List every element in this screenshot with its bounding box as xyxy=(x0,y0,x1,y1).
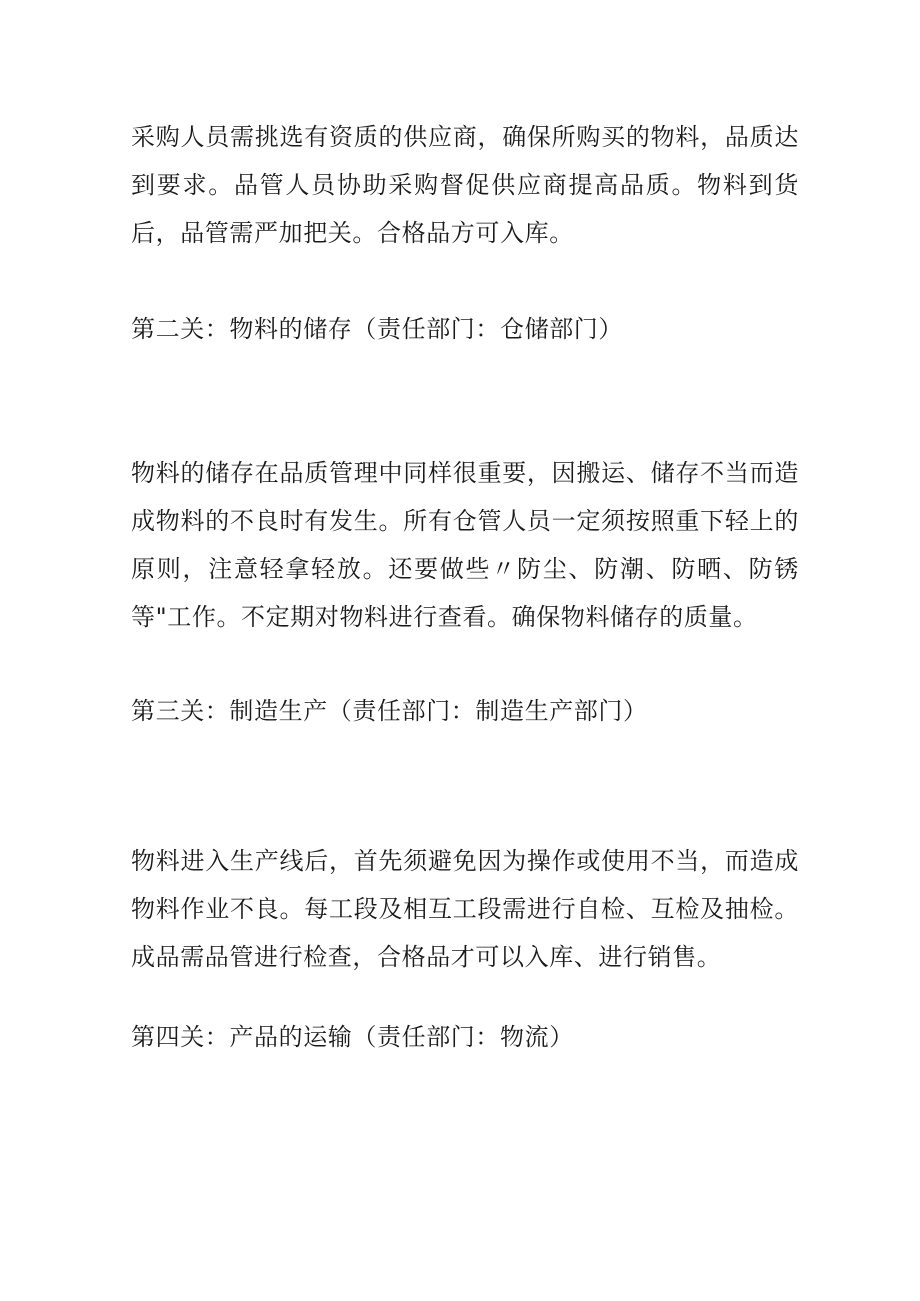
manufacturing-paragraph: 物料进入生产线后，首先须避免因为操作或使用不当，而造成物料作业不良。每工段及相互工段需进行自检、互检及抽检。成品需品管进行检查，合格品才可以入库、进行销售。 xyxy=(131,847,799,971)
storage-paragraph: 物料的储存在品质管理中同样很重要，因搬运、储存不当而造成物料的不良时有发生。所有仓管人员一定须按照重下轻上的原则，注意轻拿轻放。还要做些〃防尘、防潮、防晒、防锈等"工作。不定期对物料进行查看。确保物料储存的质量。 xyxy=(131,459,799,631)
section-heading-manufacturing: 第三关：制造生产（责任部门：制造生产部门） xyxy=(131,697,648,725)
section-heading-storage: 第二关：物料的储存（责任部门：仓储部门） xyxy=(131,315,623,343)
procurement-paragraph: 采购人员需挑选有资质的供应商，确保所购买的物料，品质达到要求。品管人员协助采购督促供应商提高品质。物料到货后，品管需严加把关。合格品方可入库。 xyxy=(131,123,799,247)
section-heading-transport: 第四关：产品的运输（责任部门：物流） xyxy=(131,1023,574,1051)
